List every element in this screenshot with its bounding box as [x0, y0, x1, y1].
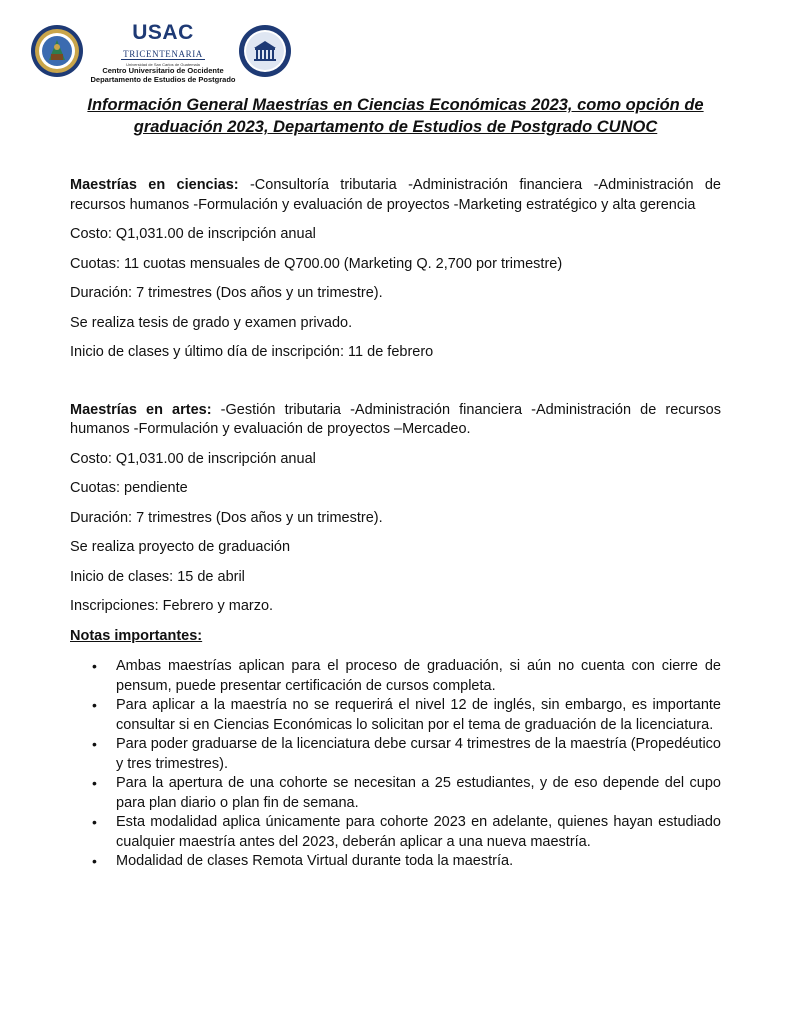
- artes-costo: Costo: Q1,031.00 de inscripción anual: [70, 450, 316, 467]
- artes-label: Maestrías en artes:: [70, 401, 212, 418]
- list-item: • Modalidad de clases Remota Virtual durante toda la maestría.: [116, 852, 721, 872]
- logo-line-1: Centro Universitario de Occidente: [102, 66, 224, 75]
- logo-small-text: Universidad de San Carlos de Guatemala: [126, 62, 200, 67]
- ciencias-label: Maestrías en ciencias:: [70, 177, 239, 193]
- document-body: [70, 176, 721, 872]
- artes-cuotas: Cuotas: pendiente: [70, 480, 188, 496]
- list-item: • Esta modalidad aplica únicamente para cohorte 2023 en adelante, quienes hayan estudiado cualquier maestría antes del 2023, deberán aplicar a una nueva maestría.: [116, 813, 721, 852]
- list-item: • Para la apertura de una cohorte se necesitan a 25 estudiantes, y de eso depende del cupo para plan diario o plan fin de semana.: [116, 774, 721, 813]
- usac-seal-icon: [30, 24, 84, 78]
- document-title: Información General Maestrías en Ciencias Económicas 2023, como opción de graduación 2023, Departamento de Estudios de Postgrado CUNOC: [87, 96, 704, 136]
- usac-wordmark: [88, 22, 238, 84]
- ciencias-description: [70, 176, 721, 215]
- ciencias-text: -Consultoría tributaria -Administración financiera -Administración de recursos humanos -Formulación y evaluación de proyectos -Marketing estratégico y alta gerencia: [70, 177, 721, 213]
- cunoc-seal-icon: [238, 24, 292, 78]
- ciencias-costo: Costo: Q1,031.00 de inscripción anual: [70, 226, 316, 242]
- list-item: • Para poder graduarse de la licenciatura debe cursar 4 trimestres de la maestría (Propedéutico y tres trimestres).: [116, 735, 721, 774]
- notes-heading: Notas importantes:: [70, 627, 203, 644]
- notes-list: [70, 657, 721, 872]
- logo-line-2: Departamento de Estudios de Postgrado: [90, 74, 236, 84]
- logo-subtitle: TRICENTENARIA: [123, 49, 203, 59]
- list-item: • Ambas maestrías aplican para el proceso de graduación, si aún no cuenta con cierre de pensum, puede presentar certificación de cursos completa.: [116, 657, 721, 696]
- header-logos: [30, 20, 330, 84]
- ciencias-inicio: Inicio de clases y último día de inscripción: 11 de febrero: [70, 344, 434, 360]
- artes-text: -Gestión tributaria -Administración financiera -Administración de recursos humanos -Formulación y evaluación de proyectos –Mercadeo.: [70, 401, 721, 437]
- list-item: • Para aplicar a la maestría no se requerirá el nivel 12 de inglés, sin embargo, es importante consultar si en Ciencias Económicas lo solicitan por el tema de graduación de la licenciatura.: [116, 696, 721, 735]
- logo-title: USAC: [132, 21, 194, 44]
- ciencias-tesis: Se realiza tesis de grado y examen privado.: [70, 314, 353, 331]
- artes-inscripciones: Inscripciones: Febrero y marzo.: [70, 598, 274, 614]
- artes-duracion: Duración: 7 trimestres (Dos años y un trimestre).: [70, 509, 383, 526]
- ciencias-cuotas: Cuotas: 11 cuotas mensuales de Q700.00 (Marketing Q. 2,700 por trimestre): [70, 255, 563, 272]
- artes-inicio: Inicio de clases: 15 de abril: [70, 568, 245, 585]
- artes-description: [70, 401, 721, 440]
- artes-proyecto: Se realiza proyecto de graduación: [70, 539, 291, 555]
- ciencias-duracion: Duración: 7 trimestres (Dos años y un trimestre).: [70, 285, 383, 301]
